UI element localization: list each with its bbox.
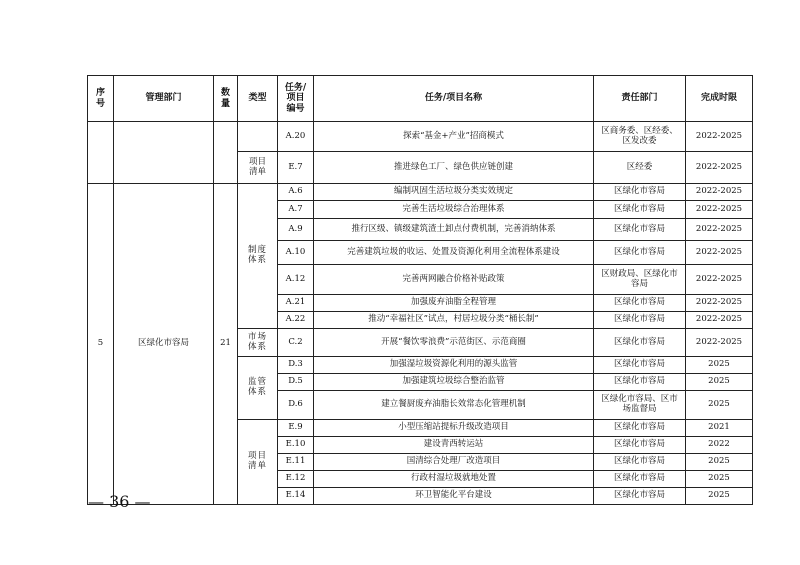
resp-cell: 区绿化市容局 xyxy=(594,454,686,471)
code-cell: A.20 xyxy=(278,122,314,152)
resp-cell: 区财政局、区绿化市 容局 xyxy=(594,265,686,295)
code-cell: D.6 xyxy=(278,391,314,420)
code-cell: D.3 xyxy=(278,357,314,374)
header-name: 任务/项目名称 xyxy=(314,76,594,122)
type-cell-project: 项目 清单 xyxy=(238,420,278,505)
resp-cell: 区绿化市容局 xyxy=(594,329,686,357)
code-cell: E.12 xyxy=(278,471,314,488)
resp-cell: 区绿化市容局 xyxy=(594,201,686,219)
code-cell: C.2 xyxy=(278,329,314,357)
page-number: — 36 — xyxy=(88,492,151,511)
code-cell: E.9 xyxy=(278,420,314,437)
resp-cell: 区绿化市容局、区市 场监督局 xyxy=(594,391,686,420)
name-cell: 建立餐厨废弃油脂长效常态化管理机制 xyxy=(314,391,594,420)
resp-cell: 区绿化市容局 xyxy=(594,488,686,505)
count-cell: 21 xyxy=(214,184,238,505)
name-cell: 完善建筑垃圾的收运、处置及资源化利用全流程体系建设 xyxy=(314,241,594,265)
code-cell: E.7 xyxy=(278,152,314,184)
header-count: 数 量 xyxy=(214,76,238,122)
resp-cell: 区绿化市容局 xyxy=(594,184,686,201)
name-cell: 环卫智能化平台建设 xyxy=(314,488,594,505)
resp-cell: 区绿化市容局 xyxy=(594,219,686,241)
resp-cell: 区绿化市容局 xyxy=(594,374,686,391)
resp-cell: 区经委 xyxy=(594,152,686,184)
name-cell: 探索“基金+产业”招商模式 xyxy=(314,122,594,152)
name-cell: 国清综合处理厂改造项目 xyxy=(314,454,594,471)
header-resp: 责任部门 xyxy=(594,76,686,122)
code-cell: A.12 xyxy=(278,265,314,295)
name-cell: 小型压缩站提标升级改造项目 xyxy=(314,420,594,437)
table-row xyxy=(88,184,753,201)
header-row xyxy=(88,76,753,122)
time-cell: 2022-2025 xyxy=(686,265,753,295)
code-cell: A.21 xyxy=(278,295,314,312)
name-cell: 编制巩固生活垃圾分类实效规定 xyxy=(314,184,594,201)
time-cell: 2021 xyxy=(686,420,753,437)
resp-cell: 区绿化市容局 xyxy=(594,312,686,329)
resp-cell: 区绿化市容局 xyxy=(594,241,686,265)
header-seq: 序 号 xyxy=(88,76,114,122)
name-cell: 推进绿色工厂、绿色供应链创建 xyxy=(314,152,594,184)
time-cell: 2025 xyxy=(686,357,753,374)
type-cell-market: 市场 体系 xyxy=(238,329,278,357)
table-row xyxy=(88,122,753,152)
resp-cell: 区商务委、区经委、 区发改委 xyxy=(594,122,686,152)
code-cell: A.10 xyxy=(278,241,314,265)
name-cell: 加强建筑垃圾综合整治监管 xyxy=(314,374,594,391)
type-cell: 项目 清单 xyxy=(238,152,278,184)
name-cell: 加强废弃油脂全程管理 xyxy=(314,295,594,312)
seq-cell-empty xyxy=(88,122,114,184)
resp-cell: 区绿化市容局 xyxy=(594,295,686,312)
resp-cell: 区绿化市容局 xyxy=(594,471,686,488)
code-cell: E.11 xyxy=(278,454,314,471)
time-cell: 2022-2025 xyxy=(686,201,753,219)
type-cell-system: 制度 体系 xyxy=(238,184,278,329)
dept-cell: 区绿化市容局 xyxy=(114,184,214,505)
header-type: 类型 xyxy=(238,76,278,122)
name-cell: 开展“餐饮零浪费”示范街区、示范商圈 xyxy=(314,329,594,357)
name-cell: 推动“幸福社区”试点，村居垃圾分类“桶长制” xyxy=(314,312,594,329)
type-cell-empty xyxy=(238,122,278,152)
dept-cell-empty xyxy=(114,122,214,184)
time-cell: 2022-2025 xyxy=(686,219,753,241)
code-cell: E.10 xyxy=(278,437,314,454)
code-cell: A.7 xyxy=(278,201,314,219)
time-cell: 2022-2025 xyxy=(686,312,753,329)
time-cell: 2022 xyxy=(686,437,753,454)
header-code: 任务/ 项目 编号 xyxy=(278,76,314,122)
code-cell: A.6 xyxy=(278,184,314,201)
time-cell: 2025 xyxy=(686,471,753,488)
type-cell-supervise: 监管 体系 xyxy=(238,357,278,420)
time-cell: 2022-2025 xyxy=(686,241,753,265)
count-cell-empty xyxy=(214,122,238,184)
header-dept: 管理部门 xyxy=(114,76,214,122)
resp-cell: 区绿化市容局 xyxy=(594,420,686,437)
time-cell: 2022-2025 xyxy=(686,184,753,201)
name-cell: 完善生活垃圾综合治理体系 xyxy=(314,201,594,219)
name-cell: 推行区级、镇级建筑渣土卸点付费机制，完善消纳体系 xyxy=(314,219,594,241)
name-cell: 行政村湿垃圾就地处置 xyxy=(314,471,594,488)
time-cell: 2022-2025 xyxy=(686,329,753,357)
name-cell: 完善两网融合价格补贴政策 xyxy=(314,265,594,295)
task-table xyxy=(87,75,753,505)
code-cell: A.22 xyxy=(278,312,314,329)
code-cell: D.5 xyxy=(278,374,314,391)
name-cell: 建设青西转运站 xyxy=(314,437,594,454)
time-cell: 2022-2025 xyxy=(686,295,753,312)
time-cell: 2025 xyxy=(686,488,753,505)
time-cell: 2022-2025 xyxy=(686,122,753,152)
seq-cell: 5 xyxy=(88,184,114,505)
code-cell: E.14 xyxy=(278,488,314,505)
resp-cell: 区绿化市容局 xyxy=(594,357,686,374)
time-cell: 2022-2025 xyxy=(686,152,753,184)
code-cell: A.9 xyxy=(278,219,314,241)
time-cell: 2025 xyxy=(686,454,753,471)
name-cell: 加强湿垃圾资源化利用的源头监管 xyxy=(314,357,594,374)
time-cell: 2025 xyxy=(686,391,753,420)
header-time: 完成时限 xyxy=(686,76,753,122)
time-cell: 2025 xyxy=(686,374,753,391)
resp-cell: 区绿化市容局 xyxy=(594,437,686,454)
